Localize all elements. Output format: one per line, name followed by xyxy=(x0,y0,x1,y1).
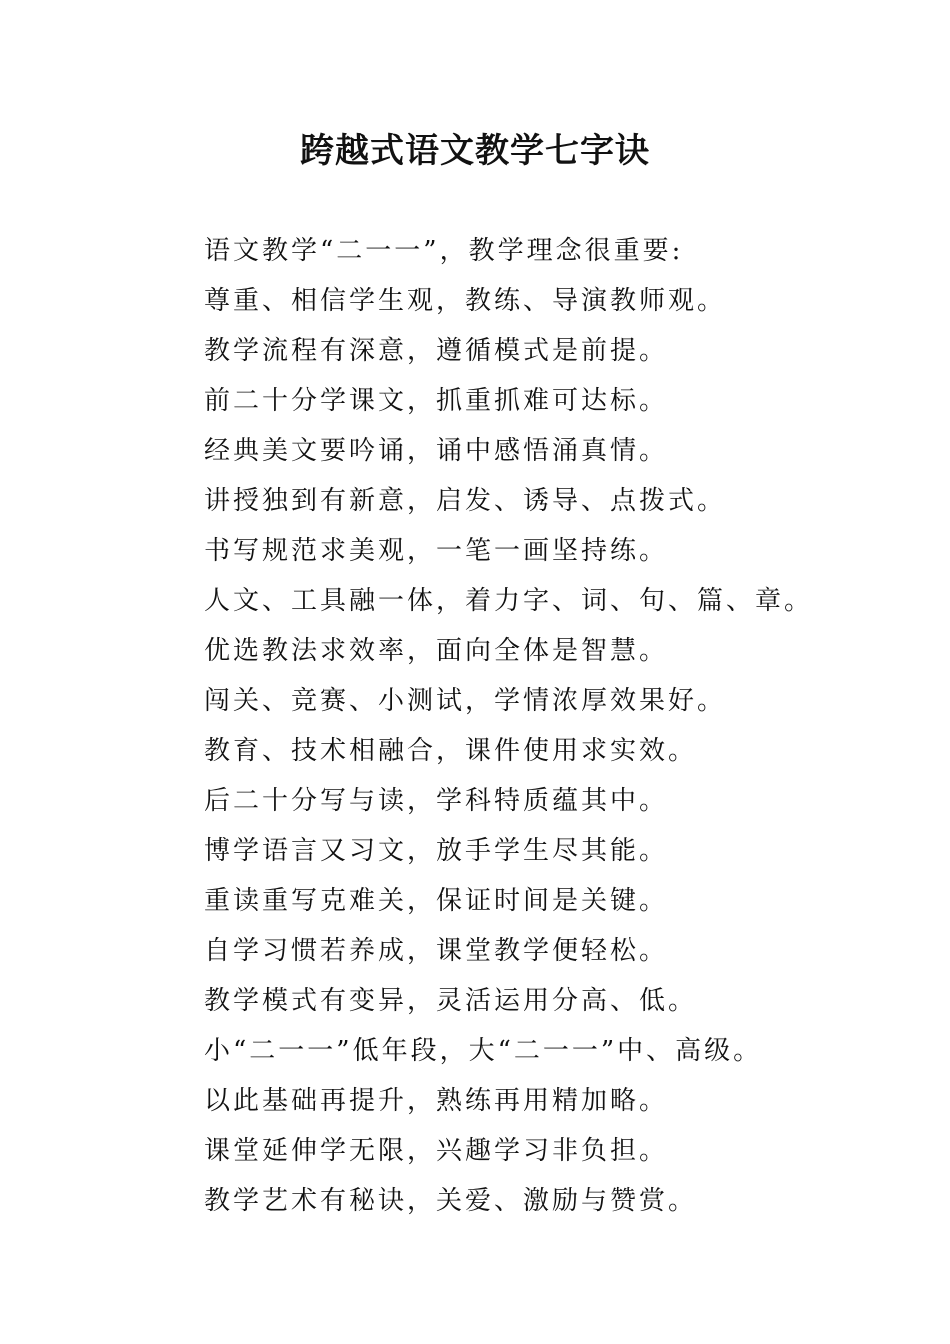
poem-line: 语文教学“二一一”，教学理念很重要: xyxy=(204,236,684,266)
poem-line: 优选教法求效率，面向全体是智慧。 xyxy=(204,636,669,666)
poem-line: 人文、工具融一体，着力字、词、句、篇、章。 xyxy=(204,586,814,616)
poem-line: 书写规范求美观，一笔一画坚持练。 xyxy=(204,536,669,566)
poem-line: 教学流程有深意，遵循模式是前提。 xyxy=(204,336,669,366)
poem-line: 闯关、竞赛、小测试，学情浓厚效果好。 xyxy=(204,686,727,716)
poem-line: 前二十分学课文，抓重抓难可达标。 xyxy=(204,386,669,416)
poem-line: 小“二一一”低年段，大“二一一”中、高级。 xyxy=(204,1036,763,1066)
poem-line: 课堂延伸学无限，兴趣学习非负担。 xyxy=(204,1136,669,1166)
poem-line: 以此基础再提升，熟练再用精加略。 xyxy=(204,1086,669,1116)
poem-line: 经典美文要吟诵，诵中感悟涌真情。 xyxy=(204,436,669,466)
poem-line: 博学语言又习文，放手学生尽其能。 xyxy=(204,836,669,866)
poem-line: 讲授独到有新意，启发、诱导、点拨式。 xyxy=(204,486,727,516)
document-title: 跨越式语文教学七字诀 xyxy=(300,131,650,171)
poem-line: 教学模式有变异，灵活运用分高、低。 xyxy=(204,986,698,1016)
poem-line: 后二十分写与读，学科特质蕴其中。 xyxy=(204,786,669,816)
poem-line: 自学习惯若养成，课堂教学便轻松。 xyxy=(204,936,669,966)
poem-line: 重读重写克难关，保证时间是关键。 xyxy=(204,886,669,916)
poem-line: 教育、技术相融合，课件使用求实效。 xyxy=(204,736,698,766)
poem-line: 教学艺术有秘诀，关爱、激励与赞赏。 xyxy=(204,1186,698,1216)
poem-body xyxy=(204,226,904,1226)
poem-line: 尊重、相信学生观，教练、导演教师观。 xyxy=(204,286,727,316)
